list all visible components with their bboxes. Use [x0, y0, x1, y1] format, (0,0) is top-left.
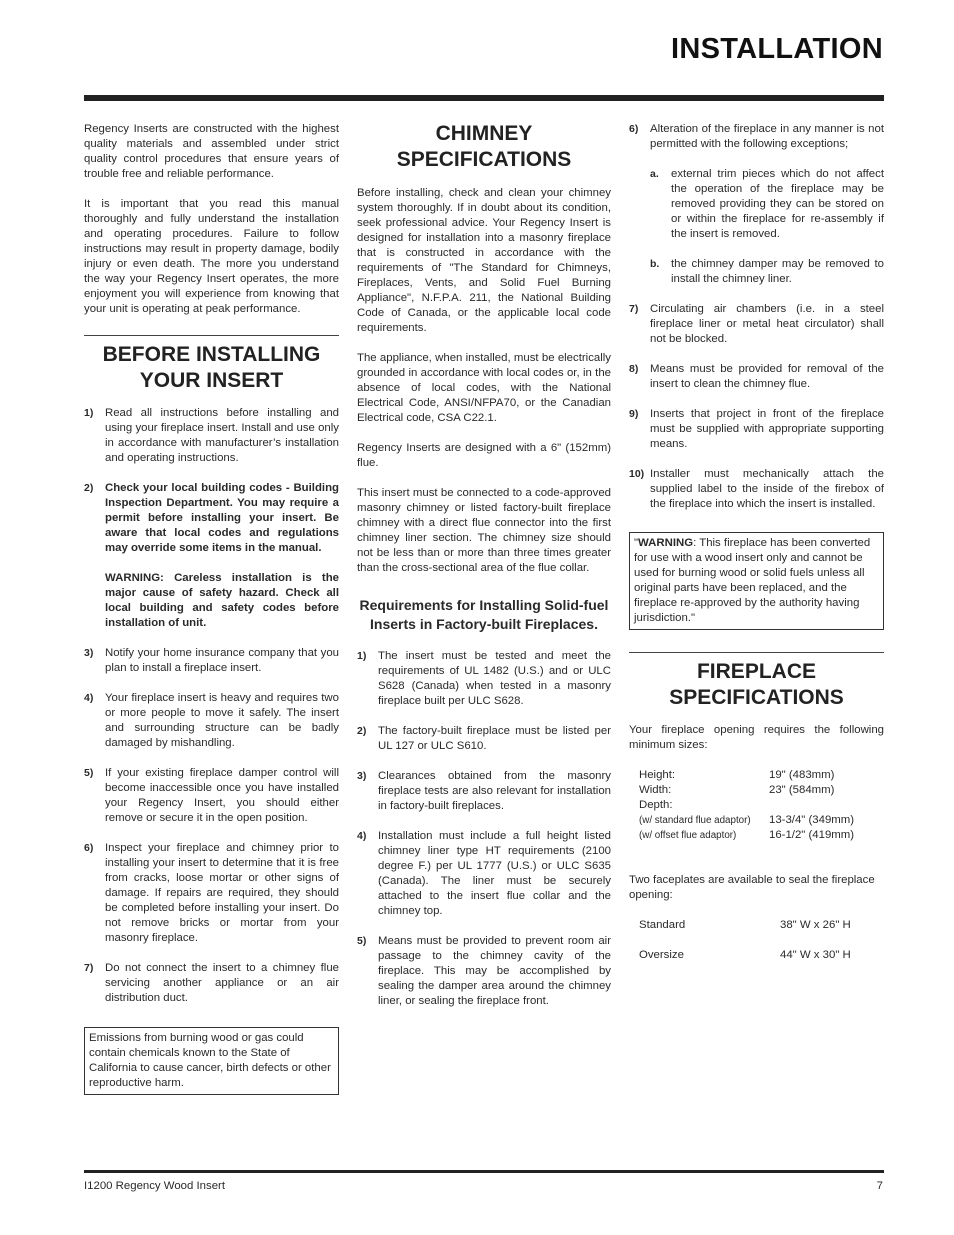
column-middle [357, 122, 611, 1024]
item-number: 2) [357, 725, 367, 737]
list-item [629, 122, 884, 287]
item-text: Inspect your fireplace and chimney prior to installing your insert to determine that it is free from cracks, loose mortar or other signs of damage. If repairs are required, they should be completed before installing your insert. Do not remove bricks or mortar from your masonry fireplace. [105, 842, 339, 944]
chimney-paragraph: The appliance, when installed, must be electrically grounded in accordance with local codes or, in the absence of local codes, with the National Electrical Code, ANSI/NFPA70, or the Canadian Electrical code, CSA C22.1. [357, 352, 611, 424]
page-number: 7 [876, 1180, 883, 1192]
table-row [639, 813, 854, 828]
item-number: 6) [84, 842, 94, 854]
item-text: Check your local building codes - Building Inspection Department. You may require a permit before installing your insert. Be aware that local codes and regulations may override some items in the manual. [105, 482, 339, 554]
item-text: Your fireplace insert is heavy and requires two or more people to move it safely. The insert and surrounding structure can be badly damaged by mishandling. [105, 692, 339, 749]
chimney-paragraph: Regency Inserts are designed with a 6" (152mm) flue. [357, 442, 611, 469]
dimension-value: 16-1/2" (419mm) [769, 829, 855, 841]
item-text: Installation must include a full height listed chimney liner type HT requirements (2100 degree F.) per UL 1777 (U.S.) or ULC S635 (Canada). The liner must be securely attached to the insert flue collar and the chimney top. [378, 830, 611, 917]
item-text: Alteration of the fireplace in any manner is not permitted with the following exceptions; [650, 123, 884, 150]
list-item [357, 769, 611, 814]
list-item [357, 934, 611, 1009]
faceplate-name: Oversize [639, 949, 684, 961]
item-number: 1) [84, 407, 94, 419]
sub-list-item [650, 257, 884, 287]
item-number: 5) [357, 935, 367, 947]
table-row [639, 768, 854, 783]
item-text: Means must be provided for removal of the insert to clean the chimney flue. [650, 363, 884, 390]
list-item [357, 649, 611, 709]
item-text: Do not connect the insert to a chimney flue servicing another appliance or an air distribution duct. [105, 962, 339, 1004]
item-text: Notify your home insurance company that you plan to install a fireplace insert. [105, 647, 339, 674]
table-row [639, 948, 851, 963]
chimney-paragraph: This insert must be connected to a code-approved masonry chimney or listed factory-built fireplace chimney with a direct flue connector into the first chimney liner section. The chimney size should not be less than or more than three times greater than the cross-sectional area of the flue collar. [357, 487, 611, 574]
list-item [84, 961, 339, 1006]
item-number: 4) [357, 830, 367, 842]
table-row [639, 783, 854, 798]
chimney-paragraph: Before installing, check and clean your chimney system thoroughly. If in doubt about its condition, seek professional advice. Your Regency Insert is designed for installation into a masonry fireplace that is constructed in accordance with the requirements of "The Standard for Chimneys, Fireplaces, Vents, and Solid Fuel Burning Appliance", N.F.P.A. 211, the National Building Code of Canada, or the applicable local code requirements. [357, 187, 611, 334]
dimension-value [769, 798, 854, 813]
faceplate-size: 38" W x 26" H [780, 919, 851, 931]
page-title: INSTALLATION [671, 33, 883, 65]
item-text: Inserts that project in front of the fireplace must be supplied with appropriate supporting means. [650, 408, 884, 450]
item-number: 8) [629, 363, 639, 375]
installation-warning: WARNING: Careless installation is the major cause of safety hazard. Check all local building and safety codes before installation of unit. [105, 572, 339, 629]
section-divider [84, 335, 339, 336]
faceplate-size: 44" W x 30" H [780, 949, 851, 961]
table-row [639, 918, 851, 948]
intro-paragraph: Regency Inserts are constructed with the highest quality materials and assembled under strict quality control procedures that ensure years of trouble free and reliable performance. [84, 123, 339, 180]
column-left [84, 122, 339, 1095]
dimension-label: (w/ offset flue adaptor) [639, 830, 737, 841]
dimension-value: 13-3/4" (349mm) [769, 814, 855, 826]
item-number: 7) [629, 303, 639, 315]
item-text: Installer must mechanically attach the supplied label to the inside of the firebox of the fireplace into which the insert is installed. [650, 468, 884, 510]
warning-open-quote: " [634, 537, 639, 549]
item-text: Circulating air chambers (i.e. in a steel fireplace liner or metal heat circulator) shall not be blocked. [650, 303, 884, 345]
list-item [84, 766, 339, 826]
list-item [84, 406, 339, 466]
opening-size-table [639, 768, 854, 843]
item-text: Means must be provided to prevent room air passage to the chimney cavity of the fireplace. This may be accomplished by sealing the damper area around the chimney liner, or sealing the fireplace front. [378, 935, 611, 1007]
dimension-value: 23" (584mm) [769, 784, 835, 796]
list-item [84, 841, 339, 946]
list-item [629, 407, 884, 452]
sub-item-text: the chimney damper may be removed to install the chimney liner. [671, 258, 884, 285]
alteration-list [629, 122, 884, 512]
list-item [629, 302, 884, 347]
item-number: 9) [629, 408, 639, 420]
item-number: 3) [357, 770, 367, 782]
dimension-label: (w/ standard flue adaptor) [639, 815, 751, 826]
item-text: If your existing fireplace damper control will become inaccessible once you have installed your Regency Insert, you should either remove or secure it in the open position. [105, 767, 339, 824]
list-item [84, 646, 339, 676]
warning-label: WARNING [638, 537, 694, 549]
dimension-label: Height: [639, 769, 676, 781]
fireplace-heading: FIREPLACE SPECIFICATIONS [669, 660, 844, 709]
warning-text: : This fireplace has been converted for use with a wood insert only and cannot be used for burning wood or solid fuels unless all original parts have been replaced, and the fireplace re-approved by the authority having jurisdiction." [634, 537, 871, 624]
sub-item-text: external trim pieces which do not affect the operation of the fireplace may be removed providing they can be stored on or within the fireplace for re-assembly if the insert is removed. [671, 168, 884, 240]
item-number: 2) [84, 482, 94, 494]
item-text: Clearances obtained from the masonry fireplace tests are also relevant for installation in factory-built fireplaces. [378, 770, 611, 812]
table-row [639, 798, 854, 813]
item-number: 6) [629, 123, 639, 135]
header-rule [84, 95, 884, 101]
item-number: 4) [84, 692, 94, 704]
sub-list-item [650, 167, 884, 242]
faceplate-table [639, 918, 851, 963]
item-number: 5) [84, 767, 94, 779]
conversion-warning-box [629, 532, 884, 630]
dimension-label: Width: [639, 784, 672, 796]
item-number: 7) [84, 962, 94, 974]
footer-document-name: I1200 Regency Wood Insert [84, 1180, 225, 1192]
column-right [629, 122, 884, 963]
factory-built-list [357, 649, 611, 1009]
chimney-heading: CHIMNEY SPECIFICATIONS [396, 122, 572, 171]
item-text: The insert must be tested and meet the requirements of UL 1482 (U.S.) and or ULC S628 (Canada) when tested in a masonry fireplace built per ULC S628. [378, 650, 611, 707]
factory-built-subheading: Requirements for Installing Solid-fuel Inserts in Factory-built Fireplaces. [359, 597, 609, 632]
faceplate-name: Standard [639, 919, 686, 931]
list-item [629, 467, 884, 512]
intro-paragraph: It is important that you read this manual thoroughly and fully understand the installation and operating procedures. Failure to follow instructions may result in property damage, bodily injury or even death. The more you understand the way your Regency Insert operates, the more enjoyment you will experience from knowing that your unit is operating at peak performance. [84, 198, 339, 315]
dimension-value: 19" (483mm) [769, 769, 835, 781]
item-text: Read all instructions before installing and using your fireplace insert. Install and use only in accordance with manufacturer’s installation and operating instructions. [105, 407, 339, 464]
before-installing-list [84, 406, 339, 1006]
item-number: 3) [84, 647, 94, 659]
footer-rule [84, 1170, 884, 1173]
list-item [357, 829, 611, 919]
list-item [84, 481, 339, 631]
list-item [357, 724, 611, 754]
dimension-label: Depth: [639, 799, 673, 811]
fireplace-intro: Your fireplace opening requires the following minimum sizes: [629, 724, 884, 751]
item-number: 10) [629, 468, 645, 480]
before-installing-heading: BEFORE INSTALLING YOUR INSERT [102, 343, 321, 392]
emissions-warning-box: Emissions from burning wood or gas could contain chemicals known to the State of California to cause cancer, birth defects or other reproductive harm. [84, 1027, 339, 1095]
sub-item-letter: a. [650, 168, 659, 180]
item-number: 1) [357, 650, 367, 662]
sub-item-letter: b. [650, 258, 660, 270]
exceptions-list [650, 167, 884, 287]
list-item [84, 691, 339, 751]
item-text: The factory-built fireplace must be listed per UL 127 or ULC S610. [378, 725, 611, 752]
section-divider [629, 652, 884, 653]
table-row [639, 828, 854, 843]
list-item [629, 362, 884, 392]
faceplate-intro: Two faceplates are available to seal the fireplace opening: [629, 874, 875, 901]
